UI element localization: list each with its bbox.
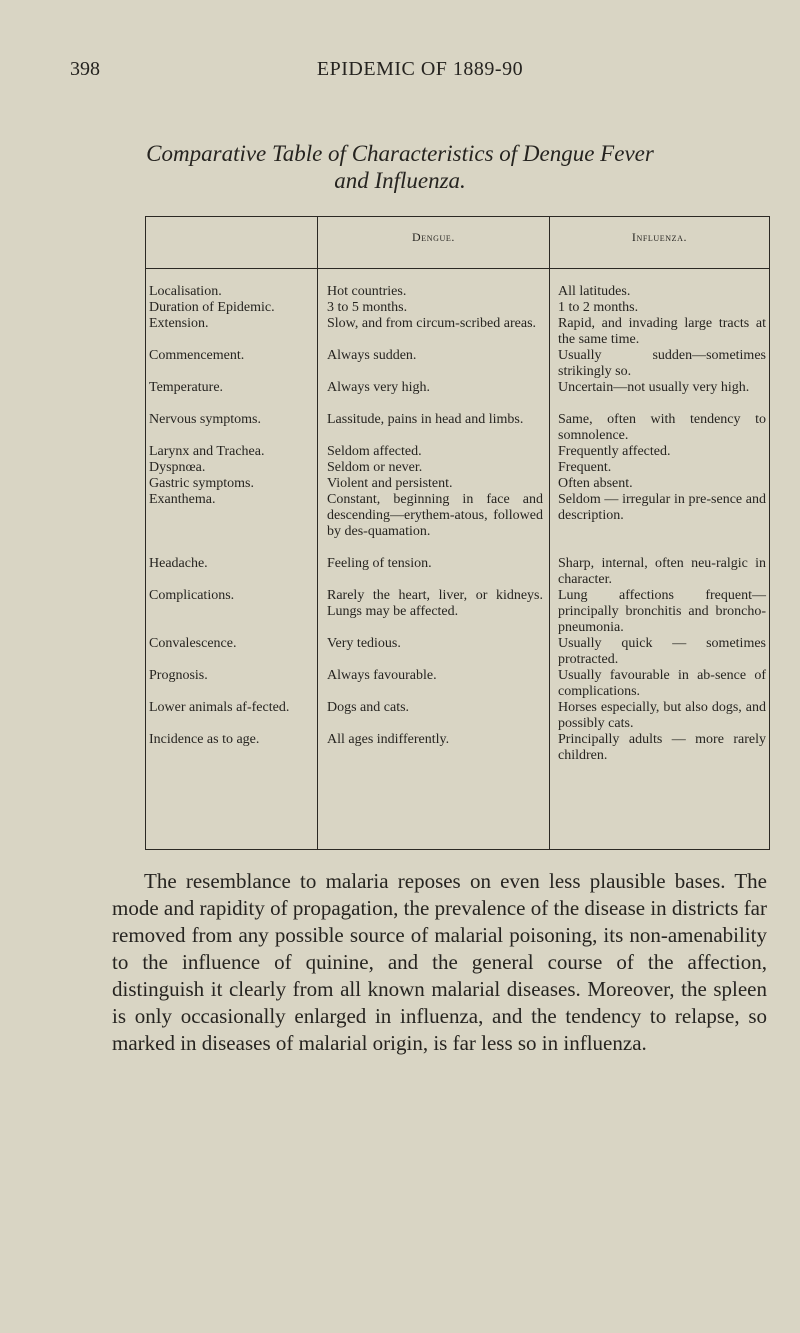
table-title	[100, 140, 700, 194]
influenza-cell: Frequently affected.	[558, 444, 671, 459]
influenza-cell: Uncertain—not usually very high.	[558, 380, 750, 395]
influenza-cell: Same, often with tendency to somnolence.	[558, 412, 766, 443]
row-label: Nervous symptoms.	[149, 412, 261, 427]
dengue-cell: Lassitude, pains in head and limbs.	[327, 412, 524, 427]
influenza-cell: Usually quick — sometimes protracted.	[558, 636, 766, 667]
row-label: Exanthema.	[149, 492, 216, 507]
influenza-cell: Usually favourable in ab-sence of complications.	[558, 668, 766, 699]
row-label: Duration of Epidemic.	[149, 300, 275, 315]
influenza-cell: Horses especially, but also dogs, and possibly cats.	[558, 700, 766, 731]
dengue-cell: 3 to 5 months.	[327, 300, 408, 315]
influenza-cell: Rapid, and invading large tracts at the same time.	[558, 316, 766, 347]
row-label: Prognosis.	[149, 668, 208, 683]
dengue-cell: Feeling of tension.	[327, 556, 432, 571]
influenza-cell: Usually sudden—sometimes strikingly so.	[558, 348, 766, 379]
table-rule-header	[145, 268, 770, 269]
dengue-cell: Rarely the heart, liver, or kidneys. Lungs may be affected.	[327, 588, 543, 619]
dengue-cell: Always favourable.	[327, 668, 437, 683]
influenza-cell: Often absent.	[558, 476, 633, 491]
influenza-cell: Sharp, internal, often neu-ralgic in character.	[558, 556, 766, 587]
table-title-line-2: and Influenza.	[334, 168, 466, 193]
influenza-cell: Seldom — irregular in pre-sence and description.	[558, 492, 766, 523]
row-label: Larynx and Trachea.	[149, 444, 265, 459]
table-rule-label-dengue	[317, 216, 318, 850]
table-rule-right	[769, 216, 770, 850]
dengue-cell: Dogs and cats.	[327, 700, 410, 715]
dengue-cell: Very tedious.	[327, 636, 401, 651]
comparison-table	[145, 216, 770, 850]
dengue-cell: Seldom or never.	[327, 460, 423, 475]
body-paragraph	[112, 868, 767, 1057]
row-label: Extension.	[149, 316, 209, 331]
table-rule-dengue-influenza	[549, 216, 550, 850]
dengue-cell: Always very high.	[327, 380, 431, 395]
column-header-influenza: Influenza.	[631, 230, 688, 244]
running-head	[70, 58, 770, 80]
row-label: Incidence as to age.	[149, 732, 260, 747]
table-title-line-1: Comparative Table of Characteristics of Dengue Fever	[146, 141, 654, 166]
row-label: Commencement.	[149, 348, 245, 363]
running-title: EPIDEMIC OF 1889-90	[316, 58, 524, 80]
dengue-cell: All ages indifferently.	[327, 732, 450, 747]
row-label: Temperature.	[149, 380, 224, 395]
influenza-cell: Principally adults — more rarely children.	[558, 732, 766, 763]
row-label: Gastric symptoms.	[149, 476, 254, 491]
row-label: Lower animals af-fected.	[149, 700, 290, 715]
dengue-cell: Always sudden.	[327, 348, 417, 363]
column-header-dengue: Dengue.	[412, 230, 455, 244]
table-rule-top	[145, 216, 770, 217]
row-label: Headache.	[149, 556, 208, 571]
row-label: Complications.	[149, 588, 235, 603]
influenza-cell: 1 to 2 months.	[558, 300, 639, 315]
dengue-cell: Seldom affected.	[327, 444, 422, 459]
body-paragraph-text: The resemblance to malaria reposes on even less plausible bases. The mode and rapidity of propagation, the prevalence of the disease in districts far removed from any possible source of malarial poisoning, its non-amenability to the influence of quinine, and the general course of the affection, distinguish it clearly from all known malarial diseases. Moreover, the spleen is only occasionally enlarged in influenza, and the tendency to relapse, so marked in diseases of malarial origin, is far less so in influenza.	[112, 869, 767, 1055]
row-label: Dyspnœa.	[149, 460, 206, 475]
dengue-cell: Constant, beginning in face and descending—erythem-atous, followed by des-quamation.	[327, 492, 543, 539]
table-rule-bottom	[145, 849, 770, 850]
page-number: 398	[70, 58, 100, 80]
dengue-cell: Hot countries.	[327, 284, 407, 299]
influenza-cell: All latitudes.	[558, 284, 631, 299]
table-rule-left	[145, 216, 146, 850]
dengue-cell: Slow, and from circum-scribed areas.	[327, 316, 537, 331]
row-label: Convalescence.	[149, 636, 237, 651]
influenza-cell: Frequent.	[558, 460, 612, 475]
row-label: Localisation.	[149, 284, 222, 299]
dengue-cell: Violent and persistent.	[327, 476, 453, 491]
influenza-cell: Lung affections frequent—principally bronchitis and broncho-pneumonia.	[558, 588, 766, 635]
